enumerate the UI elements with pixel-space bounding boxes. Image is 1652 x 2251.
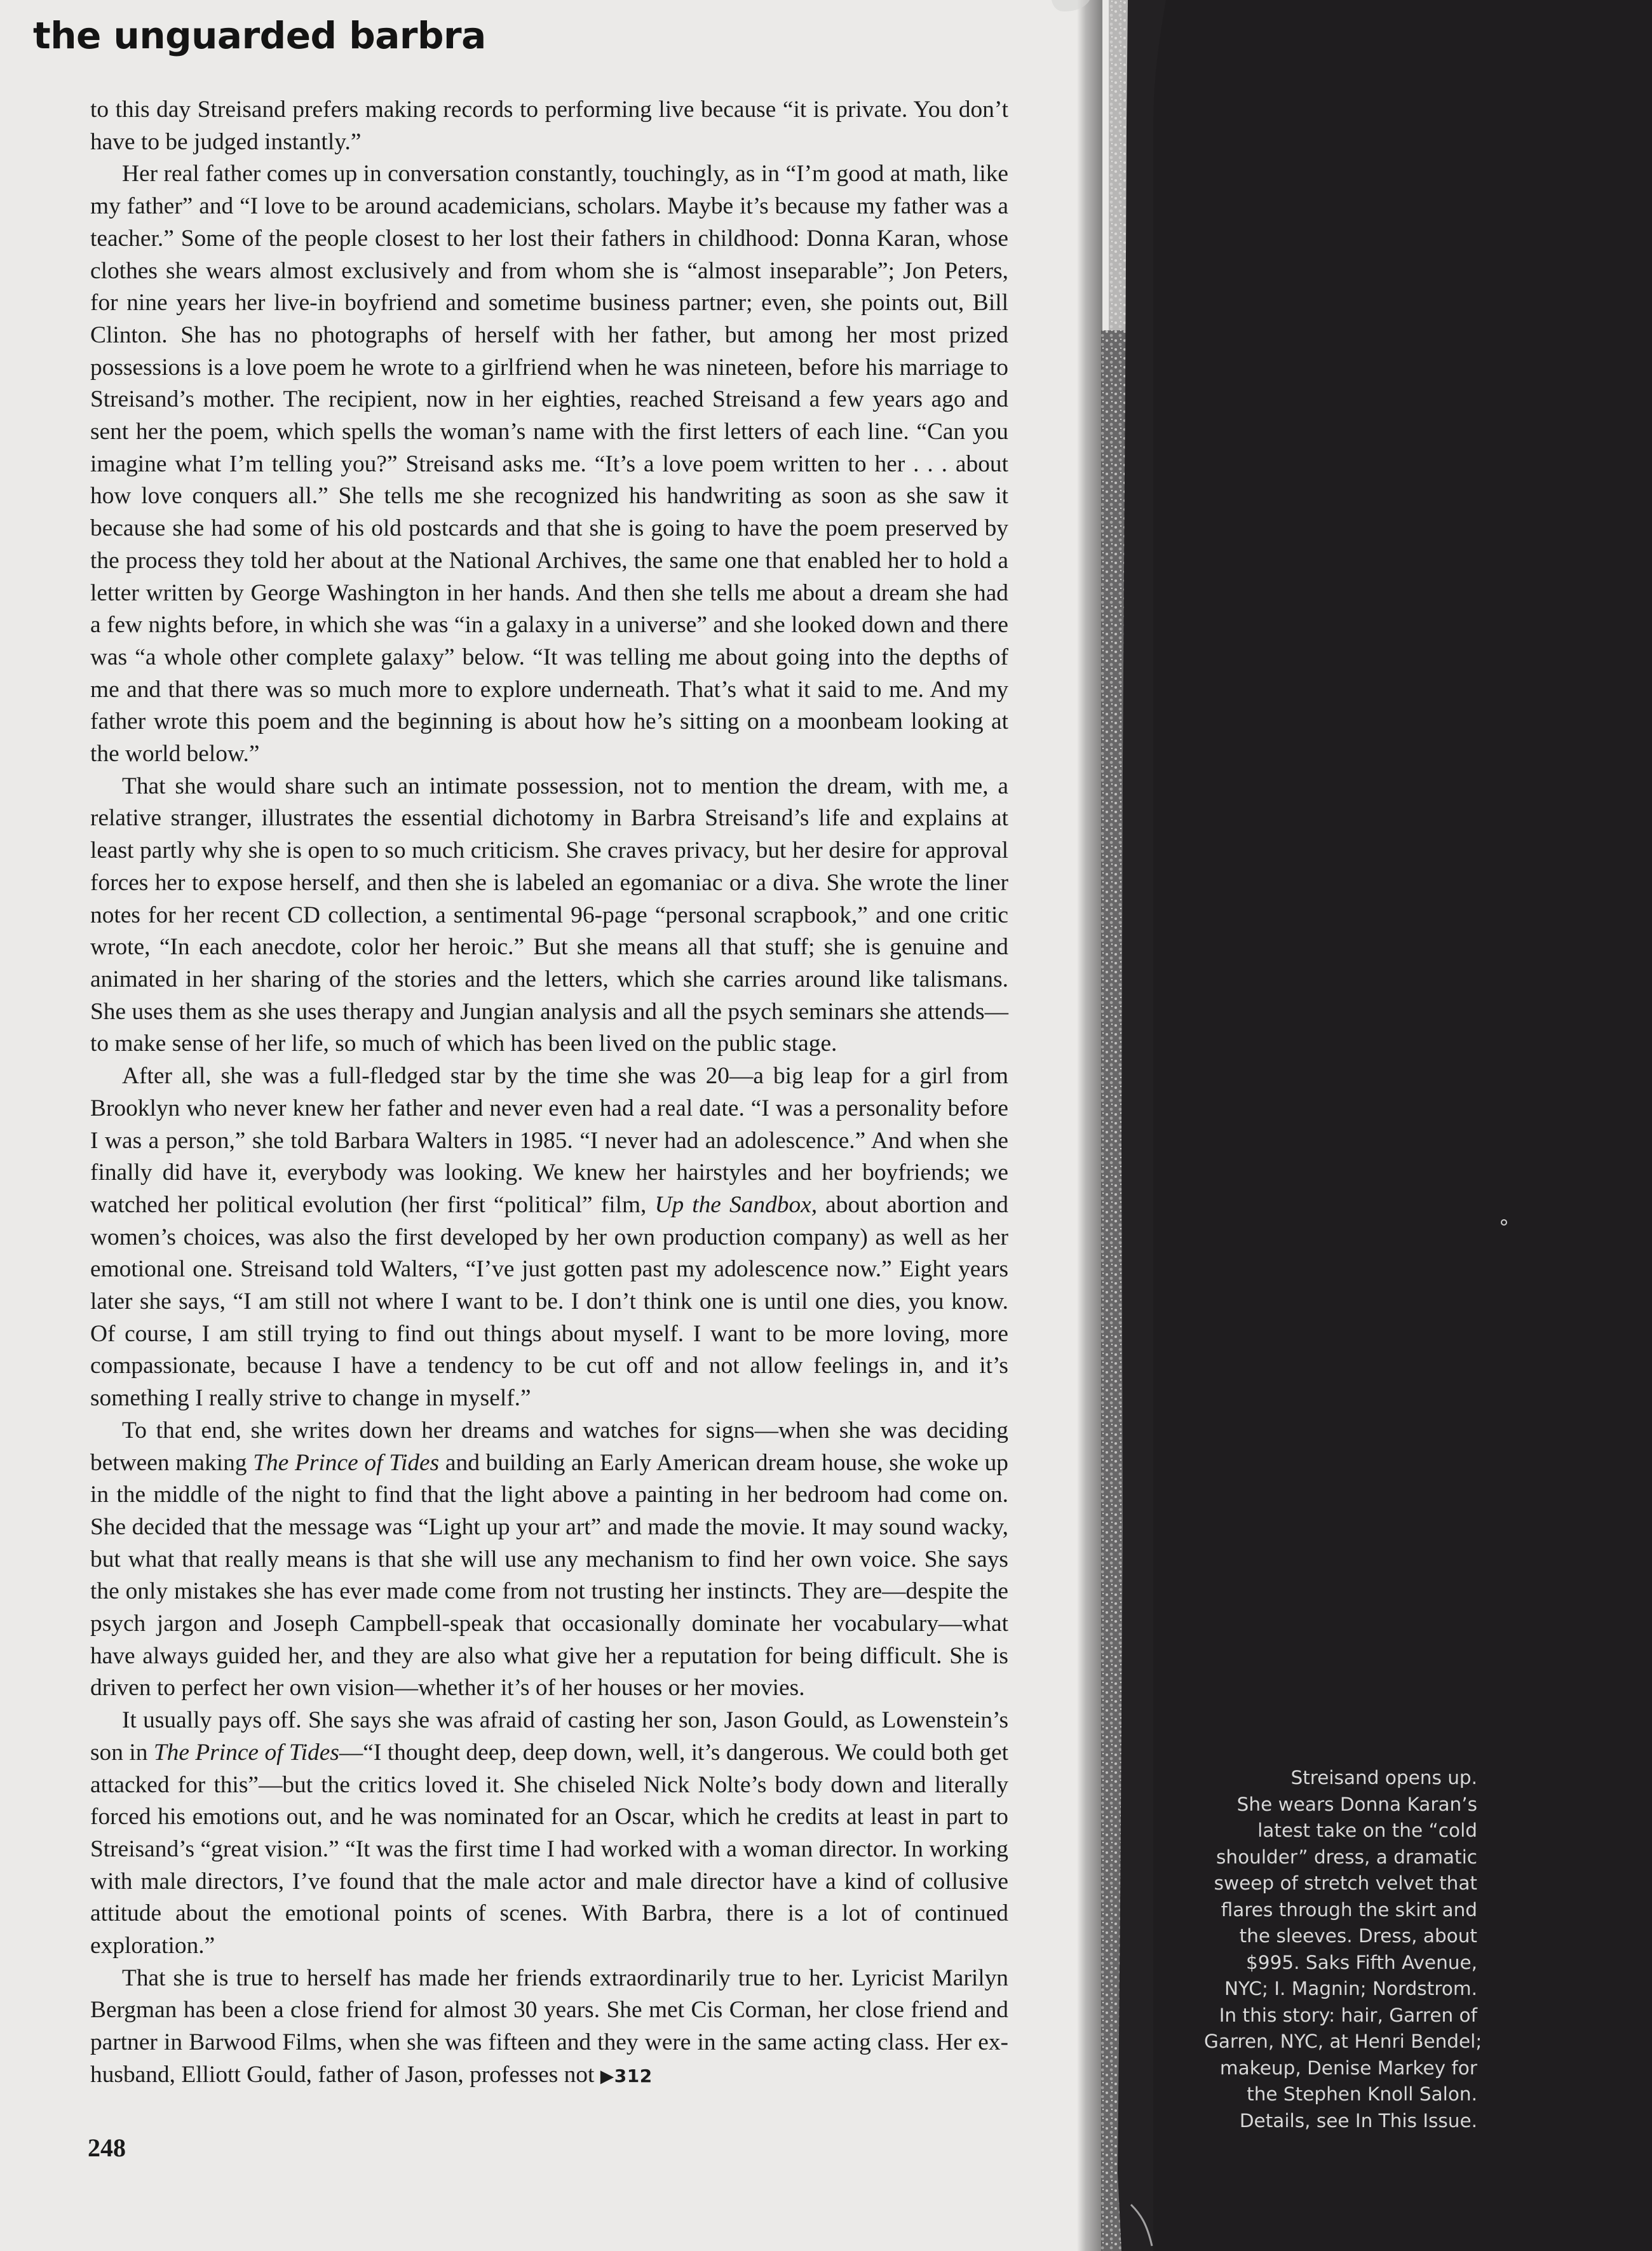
- film-title-up-the-sandbox: Up the Sandbox,: [654, 1191, 818, 1218]
- caption-line: shoulder” dress, a dramatic: [1216, 1846, 1477, 1868]
- caption-line: In this story: hair, Garren of: [1219, 2004, 1477, 2026]
- caption-line: She wears Donna Karan’s: [1236, 1793, 1477, 1815]
- continued-jump-label: ▶312: [600, 2065, 653, 2086]
- caption-line: the sleeves. Dress, about: [1239, 1925, 1477, 1947]
- section-header: the unguarded barbra: [33, 14, 486, 57]
- caption-line: flares through the skirt and: [1221, 1898, 1477, 1921]
- paragraph-7: That she is true to herself has made her friends extraordinarily true to her. Lyricist Marilyn Bergman has been a close friend for almost 30 years. She met Cis Corman, her close friend and partner in Barwood Films, when she was fifteen and they were in the same acting class. Her ex-husband, Elliott Gould, father of Jason, professes not ▶312: [90, 1964, 1008, 2088]
- paragraph-4: After all, she was a full-fledged star by the time she was 20—a big leap for a girl from Brooklyn who never knew her father and never even had a real date. “I was a personality before I was a person,” she told Barbara Walters in 1985. “I never had an adolescence.” And when she finally did have it, everybody was looking. We knew her hairstyles and her boyfriends; we watched her political evolution (her first “political” film, Up the Sandbox, about abortion and women’s choices, was also the first developed by her own production company) as well as her emotional one. Streisand told Walters, “I’ve just gotten past my adolescence now.” Eight years later she says, “I am still not where I want to be. I don’t think one is until one dies, you know. Of course, I am still trying to find out things about myself. I want to be more loving, more compassionate, because I have a tendency to be cut off and not allow feelings in, and it’s something I really strive to change in myself.”: [90, 1063, 1008, 1412]
- article-body: [90, 94, 1008, 2093]
- caption-line: makeup, Denise Markey for: [1219, 2057, 1477, 2079]
- caption-line: $995. Saks Fifth Avenue,: [1246, 1951, 1477, 1973]
- caption-line: latest take on the “cold: [1257, 1820, 1477, 1841]
- caption-line: Streisand opens up.: [1290, 1767, 1477, 1788]
- page-number: 248: [88, 2133, 126, 2162]
- caption-line: NYC; I. Magnin; Nordstrom.: [1224, 1978, 1477, 1999]
- paragraph-2: Her real father comes up in conversation constantly, touchingly, as in “I’m good at math, like my father” and “I love to be around academicians, scholars. Maybe it’s because my father was a teacher.” Some of the people closest to her lost their fathers in childhood: Donna Karan, whose clothes she wears almost exclusively and from whom she is “almost inseparable”; Jon Peters, for nine years her live-in boyfriend and sometime business partner; even, she points out, Bill Clinton. She has no photographs of herself with her father, but among her most prized possessions is a love poem he wrote to a girlfriend when he was nineteen, before his marriage to Streisand’s mother. The recipient, now in her eighties, reached Streisand a few years ago and sent her the poem, which spells the woman’s name with the first letters of each line. “Can you imagine what I’m telling you?” Streisand asks me. “It’s a love poem written to her . . . about how love conquers all.” She tells me she recognized his handwriting as soon as she saw it because she had some of his old postcards and that she is going to have the poem preserved by the process they told her about at the National Archives, the same one that enabled her to hold a letter written by George Washington in her hands. And then she tells me about a dream she had a few nights before, in which she was “in a galaxy in a universe” and she looked down and there was “a whole other complete galaxy” below. “It was telling me about going into the depths of me and that there was so much more to explore underneath. That’s what it said to me. And my father wrote this poem and the beginning is about how he’s sitting on a moonbeam looking at the world below.”: [90, 161, 1008, 767]
- caption-line: Garren, NYC, at Henri Bendel;: [1204, 2031, 1482, 2052]
- paragraph-1: to this day Streisand prefers making records to performing live because “it is private. You don’t have to be judged instantly.”: [90, 97, 1008, 155]
- paragraph-6: It usually pays off. She says she was afraid of casting her son, Jason Gould, as Lowenstein’s son in The Prince of Tides—“I thought deep, deep down, well, it’s dangerous. We could both get attacked for this”—but the critics loved it. She chiseled Nick Nolte’s body down and literally forced his emotions out, and he was nominated for an Oscar, which he credits at least in part to Streisand’s “great vision.” “It was the first time I had worked with a woman director. In working with male directors, I’ve found that the male actor and male director have a kind of collusive attitude about the emotional points of scenes. With Barbra, there is a lot of continued exploration.”: [90, 1707, 1008, 1959]
- paragraph-3: That she would share such an intimate possession, not to mention the dream, with me, a relative stranger, illustrates the essential dichotomy in Barbra Streisand’s life and explains at least partly why she is open to so much criticism. She craves privacy, but her desire for approval forces her to expose herself, and then she is labeled an egomaniac or a diva. She wrote the liner notes for her recent CD collection, a sentimental 96-page “personal scrapbook,” and one critic wrote, “In each anecdote, color her heroic.” But she means all that stuff; she is genuine and animated in her sharing of the stories and the letters, which she carries around like talismans. She uses them as she uses therapy and Jungian analysis and all the psych seminars she attends—to make sense of her life, so much of which has been lived on the public stage.: [90, 773, 1008, 1057]
- caption-line: Details, see In This Issue.: [1239, 2109, 1477, 2132]
- film-title-prince-of-tides-2: The Prince of Tides: [153, 1739, 339, 1766]
- caption-line: the Stephen Knoll Salon.: [1247, 2083, 1477, 2105]
- paragraph-5: To that end, she writes down her dreams and watches for signs—when she was deciding between making The Prince of Tides and building an Early American dream house, she woke up in the middle of the night to find that the light above a painting in her bedroom had come on. She decided that the message was “Light up your art” and made the movie. It may sound wacky, but what that really means is that she will use any mechanism to find her own voice. She says the only mistakes she has ever made come from not trusting her instincts. They are—despite the psych jargon and Joseph Campbell-speak that occasionally dominate her vocabulary—what have always guided her, and they are also what give her a reputation for being difficult. She is driven to perfect her own vision—whether it’s of her houses or her movies.: [90, 1417, 1009, 1701]
- film-title-prince-of-tides: The Prince of Tides: [253, 1449, 440, 1476]
- photo-caption: [1204, 1765, 1482, 2134]
- caption-line: sweep of stretch velvet that: [1214, 1872, 1477, 1894]
